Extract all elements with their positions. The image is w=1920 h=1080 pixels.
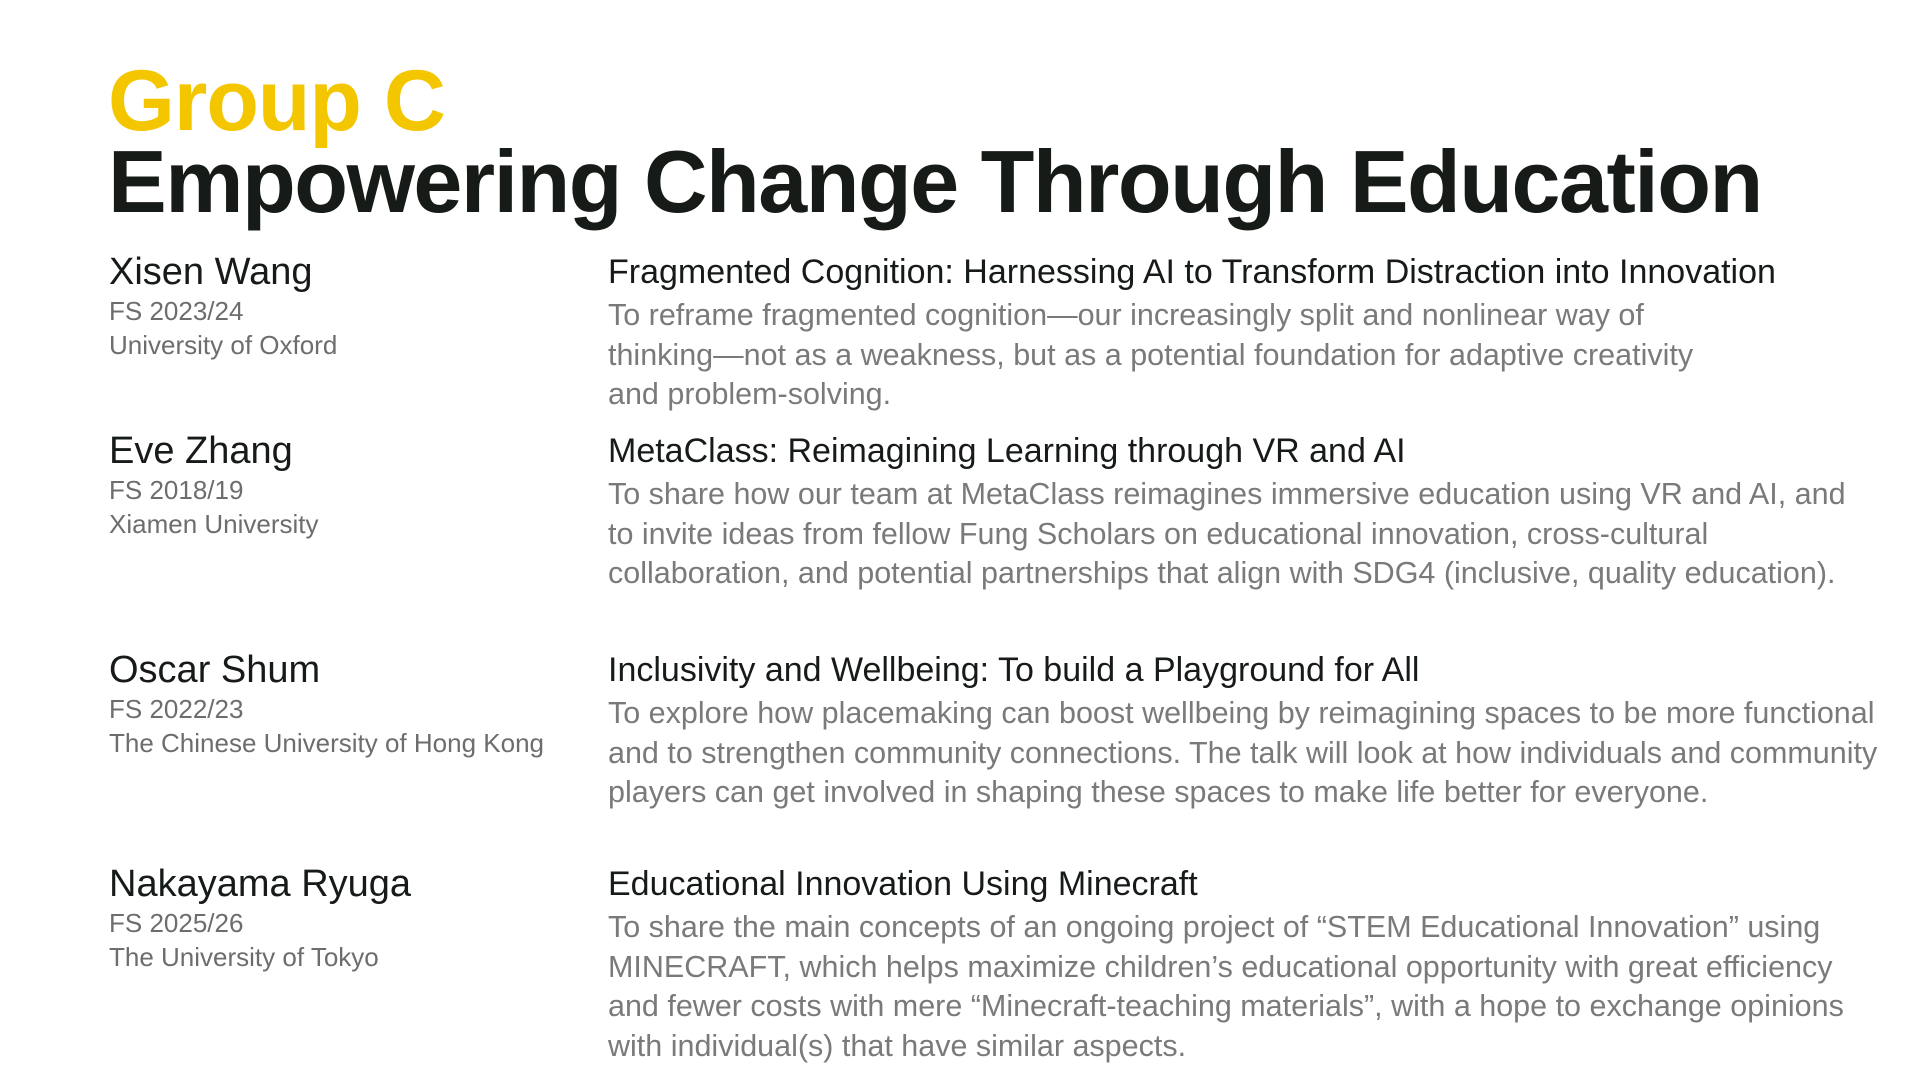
talk-description: To explore how placemaking can boost wellbeing by reimagining spaces to be more functional and to strengthen community connections. The talk will look at how individuals and community players can get involved in shaping these spaces to make life better for everyone. [608,696,1878,809]
speaker-year: FS 2025/26 [109,908,244,938]
speaker-year: FS 2022/23 [109,694,244,724]
talk [608,648,1878,813]
talk-description: To share the main concepts of an ongoing project of “STEM Educational Innovation” using MINECRAFT, which helps maximize children’s educational opportunity with great efficiency and fewer costs with mere “Minecraft-teaching materials”, with a hope to exchange opinions with individual(s) that have similar aspects. [608,910,1844,1063]
speaker-name: Eve Zhang [109,430,293,472]
speaker-year: FS 2018/19 [109,475,244,505]
speaker-info [109,862,589,974]
talk [608,862,1878,1066]
talk [608,250,1878,415]
talk-description: To share how our team at MetaClass reimagines immersive education using VR and AI, and to invite ideas from fellow Fung Scholars on educational innovation, cross-cultural collaboration, and potential partnerships that align with SDG4 (inclusive, quality education). [608,477,1846,590]
talk-title: Inclusivity and Wellbeing: To build a Playground for All [608,651,1420,689]
speaker-name: Xisen Wang [109,251,313,293]
talk [608,429,1878,594]
speaker-info [109,648,589,760]
talk-title: Educational Innovation Using Minecraft [608,865,1198,903]
speaker-year: FS 2023/24 [109,296,244,326]
talk-description: To reframe fragmented cognition—our increasingly split and nonlinear way of thinking—not as a weakness, but as a potential foundation for adaptive creativity and problem-solving. [608,298,1694,411]
speaker-name: Oscar Shum [109,649,321,691]
page-title: Empowering Change Through Education [108,132,1762,231]
speaker-info [109,250,589,362]
talk-title: Fragmented Cognition: Harnessing AI to Transform Distraction into Innovation [608,253,1776,291]
speaker-university: The Chinese University of Hong Kong [109,728,545,758]
speaker-name: Nakayama Ryuga [109,863,412,905]
group-label: Group C [108,53,445,149]
talk-title: MetaClass: Reimagining Learning through VR and AI [608,432,1406,470]
speaker-info [109,429,589,541]
speaker-university: The University of Tokyo [109,942,379,972]
speaker-university: University of Oxford [109,330,338,360]
speaker-university: Xiamen University [109,509,319,539]
